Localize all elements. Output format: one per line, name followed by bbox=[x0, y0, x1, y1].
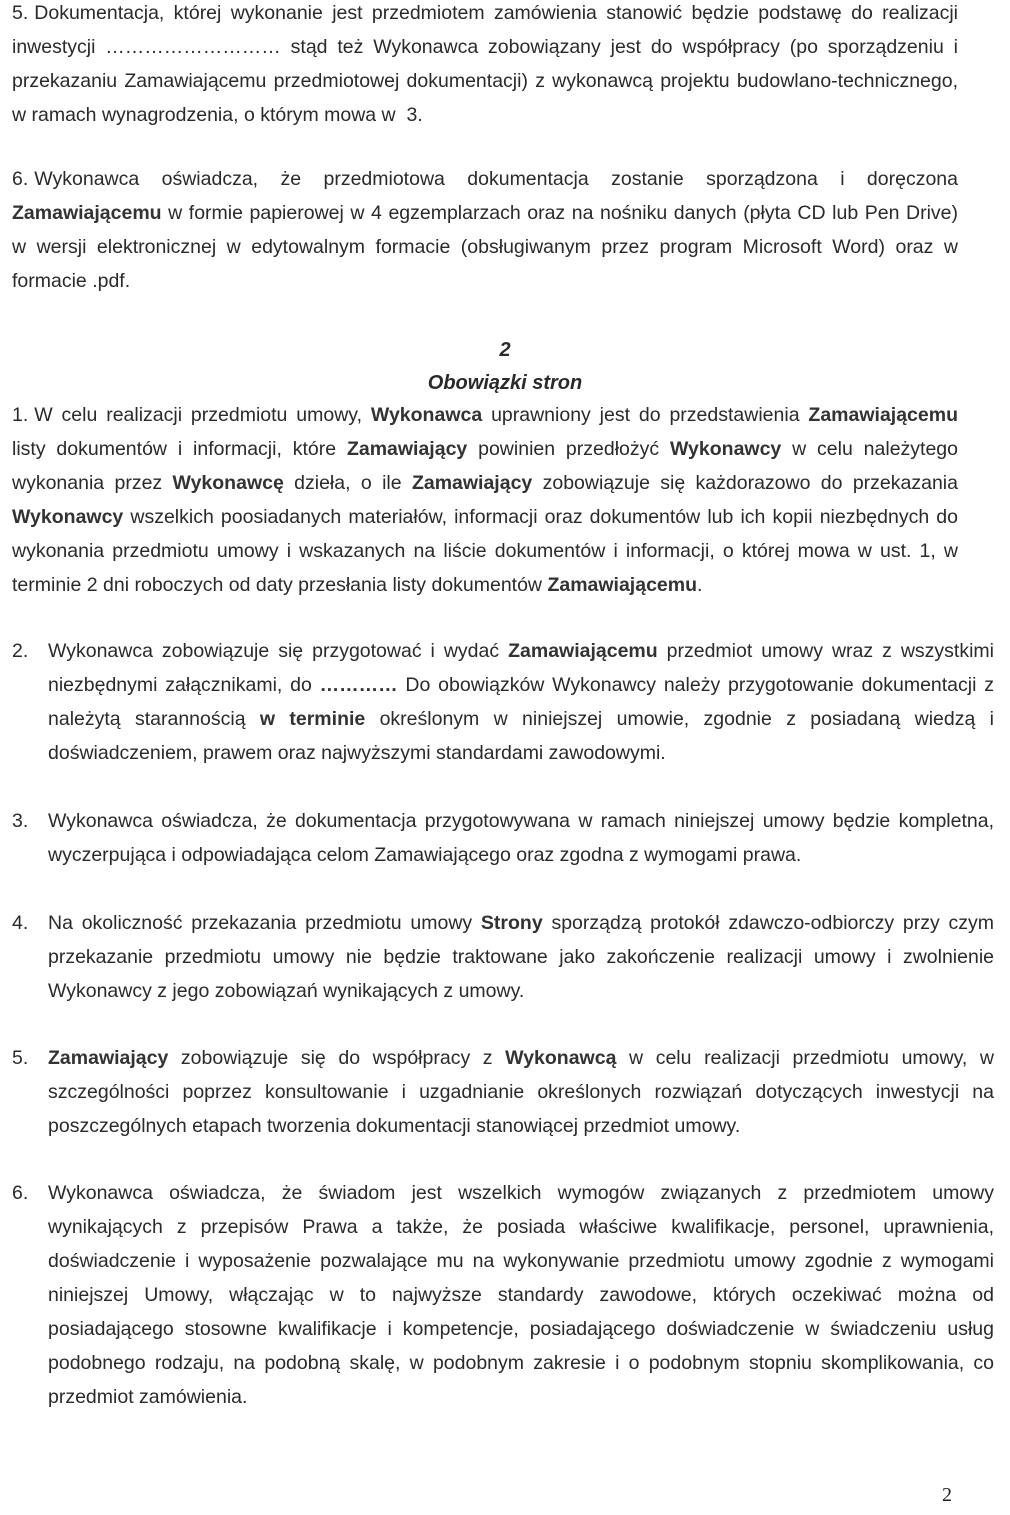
clause-5 bbox=[12, 1041, 994, 1143]
party-name: Zamawiający bbox=[346, 438, 468, 460]
clause-number: 2. bbox=[12, 640, 29, 662]
clause-text: Wykonawca oświadcza, że świadom jest wszelkich wymogów związanych z przedmiotem umowy wynikających z przepisów Prawa a także, że posiada właściwe kwalifikacje, personel, uprawnienia, doświadczenie i wyposażenie pozwalające mu na wykonywanie przedmiotu umowy zgodnie z wymogami niniejszej Umowy, włączając w to najwyższe standardy zawodowe, których oczekiwać można od posiadającego stosowne kwalifikacje i kompetencje, posiadającego doświadczenie w świadczeniu usług podobnego rodzaju, na podobną skalę, w podobnym zakresie i o podobnym stopniu skomplikowania, co przedmiot zamówienia. bbox=[48, 1182, 994, 1408]
clause-text: sporządzą protokół zdawczo-odbiorczy przy czym przekazanie przedmiotu umowy nie będzie traktowane jako zakończenie realizacji umowy i zwolnienie Wykonawcy z jego zobowiązań wynikających z umowy. bbox=[48, 912, 994, 1002]
clause-number: 4. bbox=[12, 912, 29, 934]
clause-6 bbox=[12, 1176, 994, 1414]
clause-text: W celu realizacji przedmiotu umowy, bbox=[34, 404, 371, 426]
section-symbol: 2 bbox=[499, 339, 511, 361]
clause-text: przedmiot umowy wraz z wszystkimi niezbędnymi załącznikami, do bbox=[48, 640, 994, 696]
paragraph-text: Dokumentacja, której wykonanie jest przedmiotem zamówienia stanowić będzie podstawę do realizacji inwestycji ……………………… stąd też Wykonawca zobowiązany jest do współpracy (po sporządzeniu i przekazaniu Zamawiającemu przedmiotowej dokumentacji) z wykonawcą projektu budowlano-technicznego, w ramach wynagrodzenia, o którym mowa w 3. bbox=[12, 2, 964, 126]
clause-4 bbox=[12, 906, 994, 1008]
section-title: Obowiązki stron bbox=[427, 372, 583, 394]
party-name: Wykonawcę bbox=[172, 472, 284, 494]
clause-text: wszelkich poosiadanych materiałów, informacji oraz dokumentów lub ich kopii niezbędnych do wykonania przedmiotu umowy i wskazanych na liście dokumentów i informacji, o której mowa w ust. 1, w terminie 2 dni roboczych od daty przesłania listy dokumentów bbox=[12, 506, 958, 596]
clause-text: dzieła, o ile bbox=[283, 472, 412, 494]
clause-text: w celu należytego wykonania przez bbox=[12, 438, 958, 494]
clause-2 bbox=[12, 634, 994, 770]
clause-text: Na okoliczność przekazania przedmiotu umowy bbox=[48, 912, 481, 934]
placeholder-dots: ………… bbox=[319, 674, 398, 696]
clause-text: . bbox=[697, 574, 703, 596]
clause-text: powinien przedłożyć bbox=[467, 438, 670, 460]
party-name: Zamawiającemu bbox=[508, 640, 658, 662]
party-name: Wykonawca bbox=[370, 404, 483, 426]
emphasis-text: w terminie bbox=[259, 708, 366, 730]
paragraph-text: Wykonawca oświadcza, że przedmiotowa dokumentacja zostanie sporządzona i doręczona bbox=[34, 168, 958, 190]
party-name: Zamawiający bbox=[411, 472, 533, 494]
clause-text: Wykonawca zobowiązuje się przygotować i wydać bbox=[48, 640, 509, 662]
clause-text: zobowiązuje się do współpracy z bbox=[168, 1047, 506, 1069]
section-number bbox=[0, 333, 1010, 367]
party-name: Wykonawcy bbox=[670, 438, 782, 460]
clause-number: 1. bbox=[12, 404, 29, 426]
clause-text: listy dokumentów i informacji, które bbox=[12, 438, 347, 460]
clause-text: w celu realizacji przedmiotu umowy, w szczególności poprzez konsultowanie i uzgadnianie określonych rozwiązań dotyczących inwestycji na poszczególnych etapach tworzenia dokumentacji stanowiącej przedmiot umowy. bbox=[48, 1047, 994, 1137]
clause-number: 5. bbox=[12, 1047, 29, 1069]
clause-3 bbox=[12, 804, 994, 872]
party-name: Zamawiający bbox=[48, 1047, 169, 1069]
clause-text: Do obowiązków Wykonawcy należy przygotowanie dokumentacji z należytą starannością bbox=[48, 674, 994, 730]
clause-text: zobowiązuje się każdorazowo do przekazania bbox=[532, 472, 958, 494]
clause-number: 3. bbox=[12, 810, 29, 832]
clause-1 bbox=[12, 398, 958, 602]
party-name: Wykonawcą bbox=[505, 1047, 617, 1069]
clause-text: Wykonawca oświadcza, że dokumentacja przygotowywana w ramach niniejszej umowy będzie kompletna, wyczerpująca i odpowiadająca celom Zamawiającego oraz zgodna z wymogami prawa. bbox=[48, 810, 994, 866]
clause-text: określonym w niniejszej umowie, zgodnie z posiadaną wiedzą i doświadczeniem, prawem oraz najwyższymi standardami zawodowymi. bbox=[48, 708, 994, 764]
party-name: Zamawiającemu bbox=[12, 202, 162, 224]
party-name: Zamawiającemu bbox=[808, 404, 958, 426]
paragraph-text: w formie papierowej w 4 egzemplarzach oraz na nośniku danych (płyta CD lub Pen Drive) w wersji elektronicznej w edytowalnym formacie (obsługiwanym przez program Microsoft Word) oraz w formacie .pdf. bbox=[12, 202, 958, 292]
clause-text: uprawniony jest do przedstawienia bbox=[482, 404, 809, 426]
clause-number: 6. bbox=[12, 1182, 29, 1204]
party-name: Zamawiającemu bbox=[547, 574, 698, 596]
paragraph-6 bbox=[12, 162, 958, 298]
paragraph-number: 6. bbox=[12, 168, 29, 190]
paragraph-5 bbox=[12, 0, 964, 132]
party-name: Strony bbox=[480, 912, 543, 934]
paragraph-number: 5. bbox=[12, 2, 29, 24]
party-name: Wykonawcy bbox=[12, 506, 124, 528]
page-number: 2 bbox=[942, 1484, 952, 1506]
